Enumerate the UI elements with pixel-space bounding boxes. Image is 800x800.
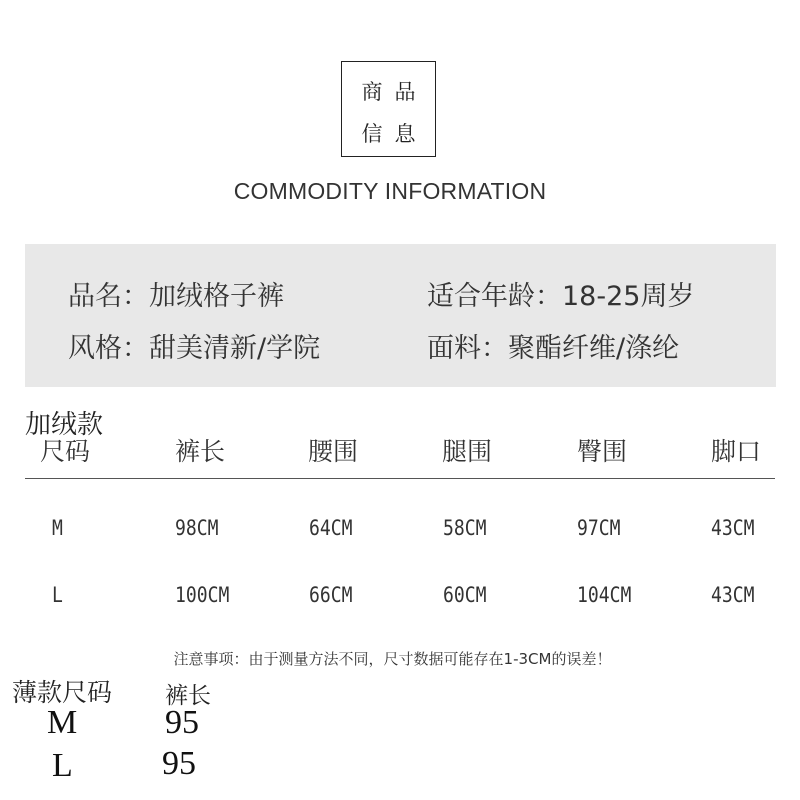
plush-table-caption: 加绒款 bbox=[25, 410, 104, 440]
measurement-note: 注意事项：由于测量方法不同，尺寸数据可能存在1-3CM的误差！ bbox=[173, 650, 612, 668]
header-thigh: 腿围 bbox=[442, 437, 493, 466]
row-m-hip: 97CM bbox=[577, 516, 621, 540]
row-l-thigh: 60CM bbox=[443, 583, 487, 607]
row-l-waist: 66CM bbox=[309, 583, 353, 607]
row-m-length: 98CM bbox=[175, 516, 219, 540]
row-l-hip: 104CM bbox=[577, 583, 632, 607]
product-fabric: 面料：聚酯纤维/涤纶 bbox=[427, 333, 680, 364]
product-style: 风格：甜美清新/学院 bbox=[68, 333, 321, 364]
row-l-hem: 43CM bbox=[711, 583, 755, 607]
row-l-length: 100CM bbox=[175, 583, 230, 607]
header-length: 裤长 bbox=[175, 437, 226, 466]
title-box bbox=[341, 61, 436, 157]
thin-row-l-length: 95 bbox=[162, 745, 196, 782]
row-m-hem: 43CM bbox=[711, 516, 755, 540]
header-size: 尺码 bbox=[40, 437, 91, 466]
thin-row-l-size: L bbox=[52, 747, 73, 784]
header-waist: 腰围 bbox=[308, 437, 359, 466]
title-line-2: 信息 bbox=[361, 122, 428, 146]
thin-row-m-size: M bbox=[47, 704, 78, 741]
table-divider bbox=[25, 478, 775, 479]
row-l-size: L bbox=[52, 583, 63, 607]
header-hem: 脚口 bbox=[711, 437, 762, 466]
thin-table-caption: 薄款尺码 bbox=[12, 678, 113, 707]
row-m-size: M bbox=[52, 516, 63, 540]
row-m-waist: 64CM bbox=[309, 516, 353, 540]
title-line-1: 商品 bbox=[361, 80, 428, 104]
subtitle: COMMODITY INFORMATION bbox=[233, 178, 547, 204]
thin-header-length: 裤长 bbox=[165, 683, 211, 709]
row-m-thigh: 58CM bbox=[443, 516, 487, 540]
header-hip: 臀围 bbox=[577, 437, 628, 466]
thin-row-m-length: 95 bbox=[165, 704, 199, 741]
info-panel bbox=[25, 244, 776, 387]
suitable-age: 适合年龄：18-25周岁 bbox=[427, 281, 695, 312]
product-name: 品名：加绒格子裤 bbox=[68, 281, 284, 312]
